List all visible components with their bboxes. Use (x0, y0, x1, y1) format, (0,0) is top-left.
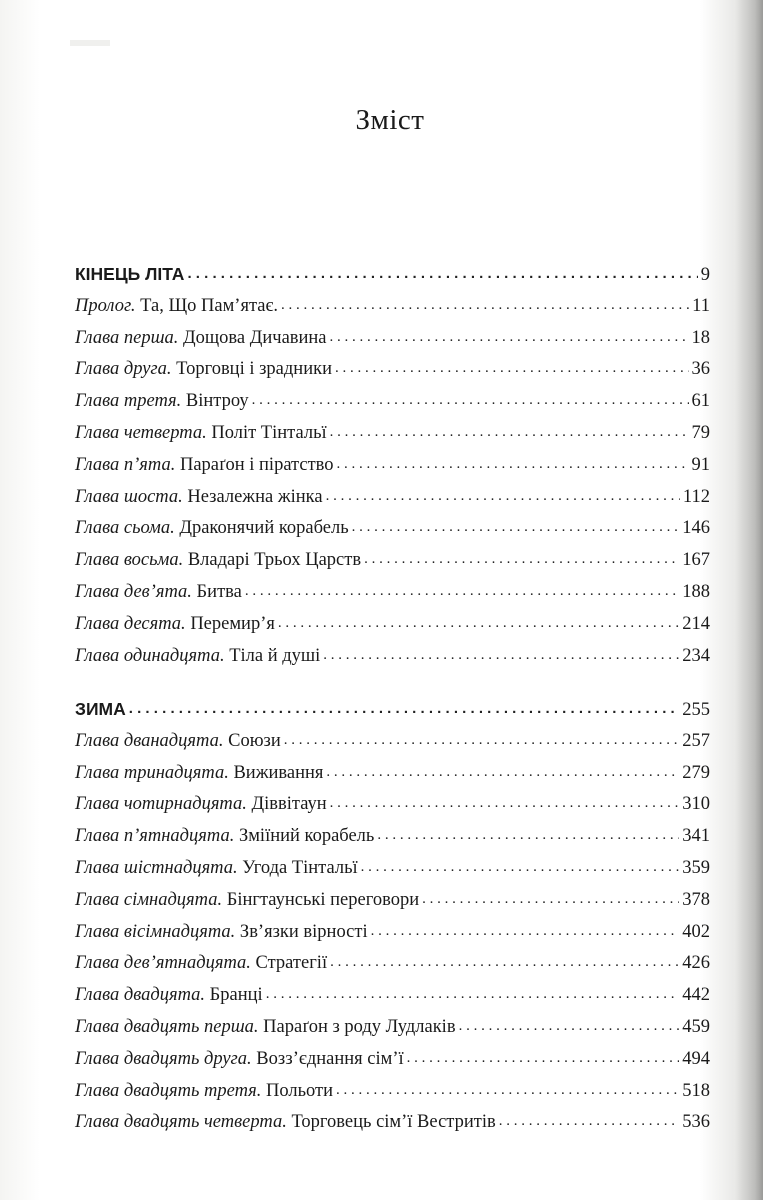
dot-leader (336, 1079, 679, 1100)
toc-entry[interactable] (75, 1081, 710, 1113)
entry-label (75, 890, 419, 911)
page-number: 91 (691, 454, 710, 475)
page-number: 255 (682, 700, 710, 720)
entry-title: Та, Що Пам’ятає. (140, 295, 279, 316)
entry-chapter-number: Глава двадцять друга. (75, 1048, 252, 1069)
entry-chapter-number: Глава тринадцята. (75, 762, 229, 783)
entry-label (75, 953, 327, 974)
dot-leader (499, 1110, 680, 1131)
page-number: 310 (682, 794, 710, 815)
entry-label (75, 731, 281, 752)
entry-title: Польоти (266, 1080, 334, 1101)
toc-entry[interactable] (75, 826, 710, 858)
dot-leader (323, 644, 679, 665)
toc-entry[interactable] (75, 391, 710, 423)
entry-title: Зв’язки вірності (239, 921, 368, 942)
toc-entry[interactable] (75, 614, 710, 646)
page-number: 536 (682, 1112, 710, 1133)
toc-entry[interactable] (75, 1112, 710, 1144)
toc-entry[interactable] (75, 1017, 710, 1049)
page-title: Зміст (355, 104, 425, 136)
dot-leader (330, 792, 680, 813)
entry-title: Владарі Трьох Царств (187, 550, 362, 571)
toc-entry[interactable] (75, 296, 710, 328)
page-number: 188 (682, 581, 710, 602)
toc-entry[interactable] (75, 550, 710, 582)
toc-entry[interactable] (75, 794, 710, 826)
entry-chapter-number: Глава двадцять перша. (75, 1016, 259, 1037)
dot-leader (330, 326, 689, 347)
entry-label (75, 1017, 456, 1038)
page-number: 402 (682, 921, 710, 942)
section-title: КІНЕЦЬ ЛІТА (75, 264, 185, 284)
entry-title: Політ Тінтальї (211, 422, 327, 443)
toc-entry[interactable] (75, 1049, 710, 1081)
toc-part-2 (75, 699, 710, 1144)
entry-label (75, 985, 263, 1006)
dot-leader (335, 357, 689, 378)
entry-label (75, 423, 327, 444)
section-title: ЗИМА (75, 699, 126, 719)
entry-title: Вінтроу (185, 391, 249, 412)
dot-leader (422, 888, 679, 909)
toc-entry[interactable] (75, 487, 710, 519)
page-number: 79 (691, 422, 710, 443)
page-smudge (70, 40, 110, 46)
page-number: 214 (682, 613, 710, 634)
dot-leader (245, 580, 679, 601)
dot-leader (278, 612, 679, 633)
entry-chapter-number: Глава третя. (75, 391, 182, 412)
entry-title: Бранці (209, 985, 263, 1006)
page-number: 18 (691, 327, 710, 348)
dot-leader (364, 548, 679, 569)
toc-entry[interactable] (75, 985, 710, 1017)
toc-entry[interactable] (75, 731, 710, 763)
page-number: 518 (682, 1080, 710, 1101)
page-number: 279 (682, 762, 710, 783)
entry-label (75, 550, 361, 571)
entry-label (75, 763, 323, 784)
dot-leader (337, 453, 689, 474)
entry-label (75, 582, 242, 603)
dot-leader (326, 761, 679, 782)
toc-entry[interactable] (75, 328, 710, 360)
entry-title: Тіла й душі (229, 645, 321, 666)
entry-title: Торговець сім’ї Вестритів (291, 1112, 496, 1133)
page-number: 378 (682, 889, 710, 910)
entry-label (75, 826, 374, 847)
entry-chapter-number: Глава шістнадцята. (75, 857, 238, 878)
dot-leader (371, 920, 680, 941)
entry-chapter-number: Глава дванадцята. (75, 730, 224, 751)
entry-chapter-number: Глава одинадцята. (75, 645, 225, 666)
entry-label (75, 858, 358, 879)
entry-label (75, 487, 323, 508)
entry-chapter-number: Глава друга. (75, 359, 172, 380)
page-number: 257 (682, 730, 710, 751)
entry-title: Угода Тінтальї (242, 857, 358, 878)
entry-chapter-number: Глава сімнадцята. (75, 889, 223, 910)
dot-leader (284, 729, 680, 750)
page-number: 234 (682, 645, 710, 666)
page-number: 112 (682, 486, 710, 507)
entry-chapter-number: Глава дев’ята. (75, 581, 192, 602)
entry-label (75, 296, 278, 317)
entry-chapter-number: Пролог. (75, 295, 136, 316)
entry-chapter-number: Глава двадцята. (75, 985, 206, 1006)
entry-title: Стратегії (255, 953, 328, 974)
entry-title: Зміїний корабель (238, 826, 375, 847)
entry-label (75, 1049, 404, 1070)
entry-title: Дощова Дичавина (183, 327, 327, 348)
dot-leader (330, 951, 679, 972)
page-number: 146 (682, 518, 710, 539)
dot-leader (377, 824, 679, 845)
dot-leader (326, 485, 680, 506)
toc-entry[interactable] (75, 359, 710, 391)
toc-entry[interactable] (75, 455, 710, 487)
entry-chapter-number: Глава двадцять четверта. (75, 1112, 287, 1133)
dot-leader (187, 262, 697, 283)
entry-label (75, 794, 327, 815)
toc-entry[interactable] (75, 646, 710, 678)
dot-leader (407, 1047, 680, 1068)
page-number: 494 (682, 1048, 710, 1069)
page-number: 11 (692, 295, 710, 316)
entry-chapter-number: Глава восьма. (75, 550, 184, 571)
page-number: 167 (682, 550, 710, 571)
entry-label (75, 1081, 333, 1102)
entry-title: Перемир’я (190, 613, 275, 634)
page-number: 459 (682, 1016, 710, 1037)
entry-chapter-number: Глава чотирнадцята. (75, 794, 247, 815)
page-number: 359 (682, 857, 710, 878)
entry-title: Союзи (228, 730, 281, 751)
dot-leader (330, 421, 689, 442)
entry-label (75, 614, 275, 635)
entry-chapter-number: Глава двадцять третя. (75, 1080, 262, 1101)
toc-section[interactable] (75, 264, 710, 296)
entry-title: Діввітаун (251, 794, 327, 815)
entry-label (75, 518, 349, 539)
toc-section[interactable] (75, 699, 710, 731)
toc-entry[interactable] (75, 890, 710, 922)
entry-title: Виживання (233, 762, 324, 783)
entry-label (75, 1112, 496, 1133)
entry-label (75, 328, 327, 349)
dot-leader (266, 983, 680, 1004)
page-number: 442 (682, 985, 710, 1006)
entry-label (75, 455, 334, 476)
entry-title: Возз’єднання сім’ї (256, 1048, 404, 1069)
toc-entry[interactable] (75, 582, 710, 614)
page-number: 36 (691, 359, 710, 380)
dot-leader (281, 294, 689, 315)
page-number: 61 (691, 391, 710, 412)
entry-label (75, 391, 249, 412)
entry-chapter-number: Глава п’ята. (75, 454, 176, 475)
entry-chapter-number: Глава п’ятнадцята. (75, 826, 235, 847)
page-number: 341 (682, 826, 710, 847)
entry-title: Незалежна жінка (187, 486, 323, 507)
entry-label (75, 646, 320, 667)
entry-chapter-number: Глава перша. (75, 327, 179, 348)
entry-title: Бінгтаунські переговори (226, 889, 420, 910)
toc-entry[interactable] (75, 922, 710, 954)
entry-label (75, 359, 332, 380)
entry-chapter-number: Глава десята. (75, 613, 186, 634)
entry-title: Битва (196, 581, 242, 602)
dot-leader (361, 856, 680, 877)
entry-chapter-number: Глава сьома. (75, 518, 175, 539)
toc-entry[interactable] (75, 518, 710, 550)
entry-chapter-number: Глава вісімнадцята. (75, 921, 236, 942)
toc-entry[interactable] (75, 858, 710, 890)
toc-entry[interactable] (75, 423, 710, 455)
dot-leader (352, 516, 680, 537)
dot-leader (252, 389, 689, 410)
dot-leader (129, 697, 679, 718)
entry-title: Торговці і зрадники (176, 359, 332, 380)
page-number: 426 (682, 953, 710, 974)
toc-entry[interactable] (75, 953, 710, 985)
page-number: 9 (700, 265, 710, 285)
entry-title: Драконячий корабель (179, 518, 349, 539)
entry-title: Параґон і піратство (179, 454, 334, 475)
toc-part-1 (75, 264, 710, 677)
entry-label (75, 922, 368, 943)
entry-title: Параґон з роду Лудлаків (263, 1016, 456, 1037)
entry-chapter-number: Глава четверта. (75, 422, 207, 443)
entry-chapter-number: Глава шоста. (75, 486, 183, 507)
dot-leader (459, 1015, 680, 1036)
entry-chapter-number: Глава дев’ятнадцята. (75, 953, 251, 974)
toc-entry[interactable] (75, 763, 710, 795)
